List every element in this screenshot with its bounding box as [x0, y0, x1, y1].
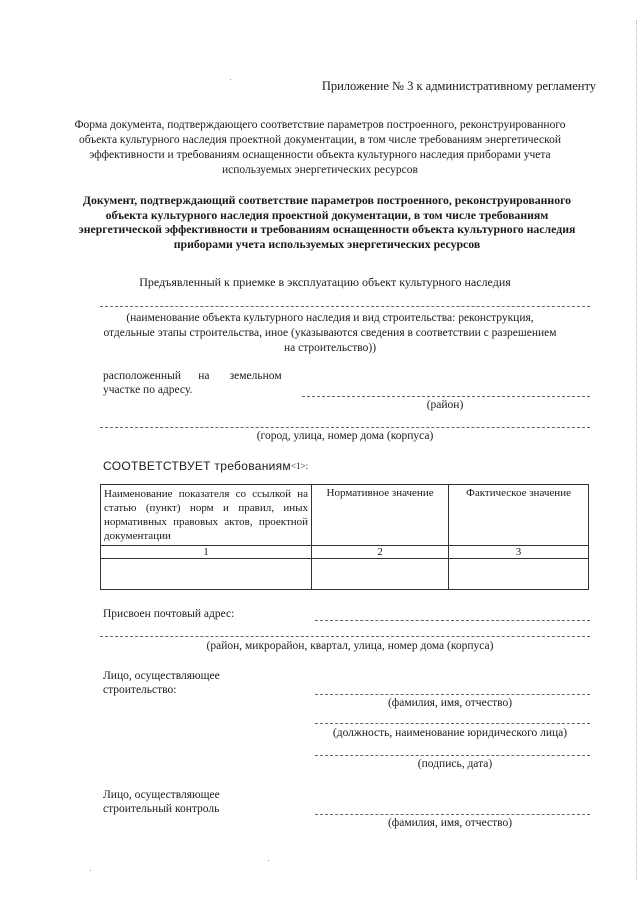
postal-address-label: Присвоен почтовый адрес:: [103, 608, 235, 620]
header-normative: Нормативное значение: [312, 485, 449, 546]
complies-text: СООТВЕТСТВУЕТ требованиям: [103, 459, 291, 473]
scan-speck: [90, 870, 91, 871]
header-actual: Фактическое значение: [449, 485, 589, 546]
header-indicator: Наименование показателя со ссылкой на статью (пункт) норм и правил, иных нормативных правовых актов, проектной документации: [101, 485, 312, 546]
table-row: [101, 559, 589, 590]
builder-fio-caption: (фамилия, имя, отчество): [387, 697, 513, 709]
builder-signature-line[interactable]: [315, 755, 590, 756]
control-label: [103, 788, 220, 816]
submitted-object-line: Предъявленный к приемке в эксплуатацию объект культурного наследия: [139, 275, 511, 289]
table-cell-actual[interactable]: [449, 559, 589, 590]
located-label: [103, 369, 303, 397]
table-header-row: [101, 485, 589, 546]
table-cell-indicator[interactable]: [101, 559, 312, 590]
located-label-line2: участке по адресу.: [103, 384, 193, 396]
requirements-table: [100, 484, 589, 590]
builder-label-line2: строительство:: [103, 684, 177, 696]
builder-position-caption: (должность, наименование юридического лица): [332, 727, 568, 739]
column-number-2: 2: [312, 546, 449, 559]
builder-signature-caption: (подпись, дата): [417, 758, 493, 770]
scan-speck: [268, 860, 269, 861]
object-name-caption: (наименование объекта культурного наследия и вид строительства: реконструкция, отдельные этапы строительства, иное (указываются сведения в соответствии с разрешением на строительство)): [103, 312, 557, 354]
city-line[interactable]: [100, 427, 590, 428]
postal-address-caption: (район, микрорайон, квартал, улица, номер дома (корпуса): [206, 640, 494, 652]
control-fio-line[interactable]: [315, 814, 590, 815]
column-number-3: 3: [449, 546, 589, 559]
control-fio-caption: (фамилия, имя, отчество): [387, 817, 513, 829]
document-title: Документ, подтверждающий соответствие параметров построенного, реконструированного объекта культурного наследия проектной документации, в том числе требованиям энергетической эффективности и требованиям оснащенности объекта культурного наследия приборами учета используемых энергетических ресурсов: [78, 193, 576, 251]
complies-statement: [103, 459, 308, 474]
builder-fio-line[interactable]: [315, 694, 590, 695]
table-cell-normative[interactable]: [312, 559, 449, 590]
postal-address-line[interactable]: [315, 620, 590, 621]
located-label-line1: расположенный на земельном: [103, 370, 282, 382]
margin-scan-line: [636, 20, 637, 880]
builder-label: [103, 669, 220, 697]
city-caption: (город, улица, номер дома (корпуса): [256, 430, 434, 442]
builder-label-line1: Лицо, осуществляющее: [103, 670, 220, 682]
object-name-line[interactable]: [100, 306, 590, 307]
control-label-line1: Лицо, осуществляющее: [103, 789, 220, 801]
builder-position-line[interactable]: [315, 723, 590, 724]
control-label-line2: строительный контроль: [103, 803, 220, 815]
scan-speck: [230, 79, 231, 80]
form-description: Форма документа, подтверждающего соответствие параметров построенного, реконструированного объекта культурного наследия проектной документации, в том числе требованиям энергетической эффективности и требованиям оснащенности объекта культурного наследия приборами учета используемых энергетических ресурсов: [74, 119, 566, 176]
complies-footnote: <1>:: [290, 461, 309, 471]
district-caption: (район): [426, 399, 464, 411]
appendix-label: Приложение № 3 к административному регламенту: [321, 79, 596, 93]
postal-address-line-2[interactable]: [100, 636, 590, 637]
column-number-1: 1: [101, 546, 312, 559]
table-number-row: [101, 546, 589, 559]
district-line[interactable]: [302, 396, 590, 397]
